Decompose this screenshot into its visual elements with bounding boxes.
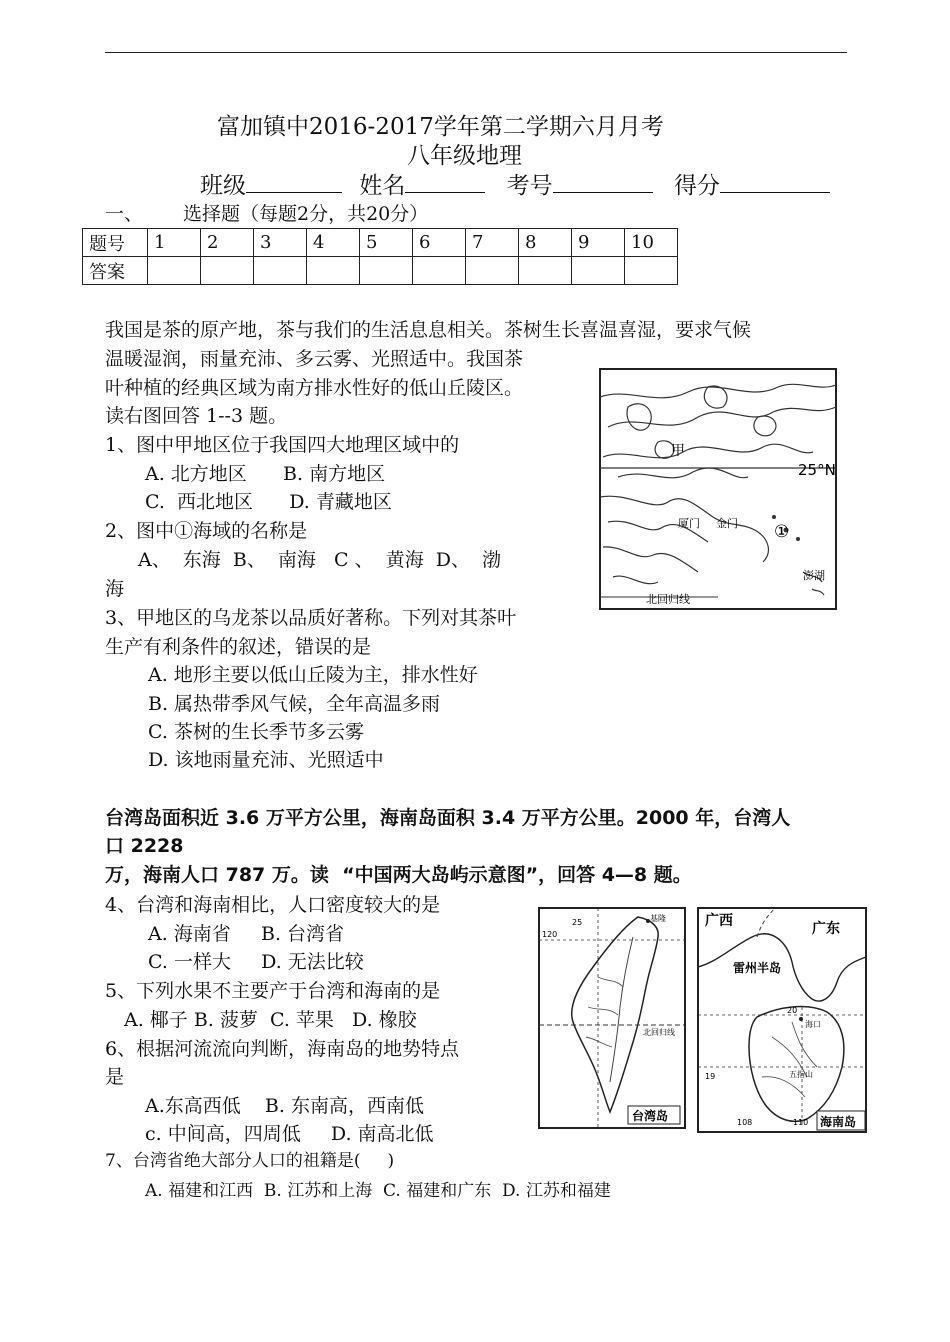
passage2-line: 口 2228 [105,835,184,857]
q2-stem: 2、图中①海域的名称是 [105,520,308,542]
name-label: 姓名 [359,173,406,199]
taiwan-map-title: 台湾岛 [632,1109,669,1123]
hainan-island-map [697,907,869,1133]
q4-options-cd: C. 一样大 D. 无法比较 [148,951,364,973]
hainan-guangxi-label: 广西 [705,913,733,929]
question-number: 9 [572,229,625,257]
q3-option-c: C. 茶树的生长季节多云雾 [148,721,364,743]
map1-jia-label: 甲 [671,443,685,459]
header-rule [105,52,847,53]
question-number: 5 [360,229,413,257]
q6-stem: 6、根据河流流向判断，海南岛的地势特点 [105,1038,460,1060]
taiwan-lat-25: 25 [572,918,583,927]
q2-options-cont: 海 [105,578,125,600]
q3-stem: 3、甲地区的乌龙茶以品质好著称。下列对其茶叶 [105,607,517,629]
q6-stem-cont: 是 [105,1066,125,1088]
answer-table-header-row [83,229,678,257]
q3-option-d: D. 该地雨量充沛、光照适中 [148,749,384,771]
q3-option-a: A. 地形主要以低山丘陵为主，排水性好 [148,664,478,686]
taiwan-keelung-label: 基隆 [650,914,666,923]
exam-title: 富加镇中2016-2017学年第二学期六月月考 [217,114,664,140]
answer-cell[interactable] [307,257,360,285]
question-number: 7 [466,229,519,257]
q1-options-ab: A. 北方地区 B. 南方地区 [145,463,386,485]
hainan-lat-19: 19 [705,1072,716,1081]
answer-cell[interactable] [625,257,678,285]
q5-stem: 5、下列水果不主要产于台湾和海南的是 [105,980,441,1002]
hainan-lon-110: 110 [793,1118,809,1127]
name-field[interactable] [405,172,485,193]
q2-options: A、 东海 B、 南海 C 、 黄海 D、 渤 [138,549,502,571]
question-number: 10 [625,229,678,257]
exam-subtitle: 八年级地理 [407,143,522,169]
student-info-row [200,172,830,199]
passage2-line: 万，海南人口 787 万。读 “中国两大岛屿示意图”，回答 4—8 题。 [105,864,692,886]
hainan-leizhou-label: 雷州半岛 [733,961,782,975]
question-number: 6 [413,229,466,257]
hainan-guangdong-label: 广东 [812,921,840,937]
class-field[interactable] [246,172,342,193]
question-number: 4 [307,229,360,257]
score-field[interactable] [720,172,830,193]
answer-cell[interactable] [519,257,572,285]
score-label: 得分 [673,173,720,199]
answer-cell[interactable] [148,257,201,285]
hainan-haikou-label: 海口 [805,1020,821,1029]
answer-cell[interactable] [466,257,519,285]
hainan-map-title: 海南岛 [820,1115,857,1129]
q1-options-cd: C. 西北地区 D. 青藏地区 [145,491,392,513]
q1-stem: 1、图中甲地区位于我国四大地理区域中的 [105,434,460,456]
question-number: 2 [201,229,254,257]
passage1-line: 叶种植的经典区域为南方排水性好的低山丘陵区。 [105,377,524,399]
map1-penghu-label: 澎湖 [803,569,825,582]
q3-stem-cont: 生产有利条件的叙述，错误的是 [105,636,372,658]
q7-stem: 7、台湾省绝大部分人口的祖籍是( ) [105,1151,395,1171]
passage1-line: 我国是茶的原产地，茶与我们的生活息息相关。茶树生长喜温喜湿，要求气候 [105,319,752,341]
q7-options: A. 福建和江西 B. 江苏和上海 C. 福建和广东 D. 江苏和福建 [145,1181,611,1201]
passage2-line: 台湾岛面积近 3.6 万平方公里，海南岛面积 3.4 万平方公里。2000 年，台湾人 [105,807,791,829]
q4-options-ab: A. 海南省 B. 台湾省 [148,923,345,945]
taiwan-island-map [538,907,688,1130]
question-number: 3 [254,229,307,257]
answer-table [82,228,678,285]
answer-cell[interactable] [201,257,254,285]
answer-cell[interactable] [572,257,625,285]
answer-cell[interactable] [254,257,307,285]
passage1-line: 读右图回答 1--3 题。 [105,405,288,427]
question-number: 8 [519,229,572,257]
map1-jinmen-label: 金门 [716,517,738,530]
question-number: 1 [148,229,201,257]
fujian-coast-map [598,367,842,617]
exam-number-label: 考号 [506,173,553,199]
map1-latitude-label: 25°N [798,461,836,479]
hainan-wuzhishan-label: 五指山 [789,1070,813,1079]
hainan-lat-20: 20 [787,1006,798,1015]
hainan-lon-108: 108 [737,1118,753,1127]
answer-cell[interactable] [413,257,466,285]
exam-number-field[interactable] [553,172,653,193]
map1-tropic-label: 北回归线 [646,593,690,606]
answer-table-answer-row [83,257,678,285]
passage1-line: 温暖湿润，雨量充沛、多云雾、光照适中。我国茶 [105,348,524,370]
answer-cell[interactable] [360,257,413,285]
class-label: 班级 [200,173,246,199]
section-number: 一、 [105,203,144,225]
q6-options-cd: c. 中间高，四周低 D. 南高北低 [145,1123,434,1145]
question-number-label: 题号 [83,229,148,257]
map1-xiamen-label: 厦门 [678,517,700,530]
q4-stem: 4、台湾和海南相比，人口密度较大的是 [105,894,441,916]
section-title: 选择题（每题2分，共20分） [183,203,429,225]
q5-options: A. 椰子 B. 菠萝 C. 苹果 D. 橡胶 [124,1009,417,1031]
q6-options-ab: A.东高西低 B. 东南高，西南低 [145,1095,424,1117]
taiwan-lon-120: 120 [542,930,558,939]
map1-sea-marker: ① [774,522,790,542]
answer-label: 答案 [83,257,148,285]
q3-option-b: B. 属热带季风气候，全年高温多雨 [148,693,441,715]
taiwan-tropic-label: 北回归线 [643,1028,675,1037]
